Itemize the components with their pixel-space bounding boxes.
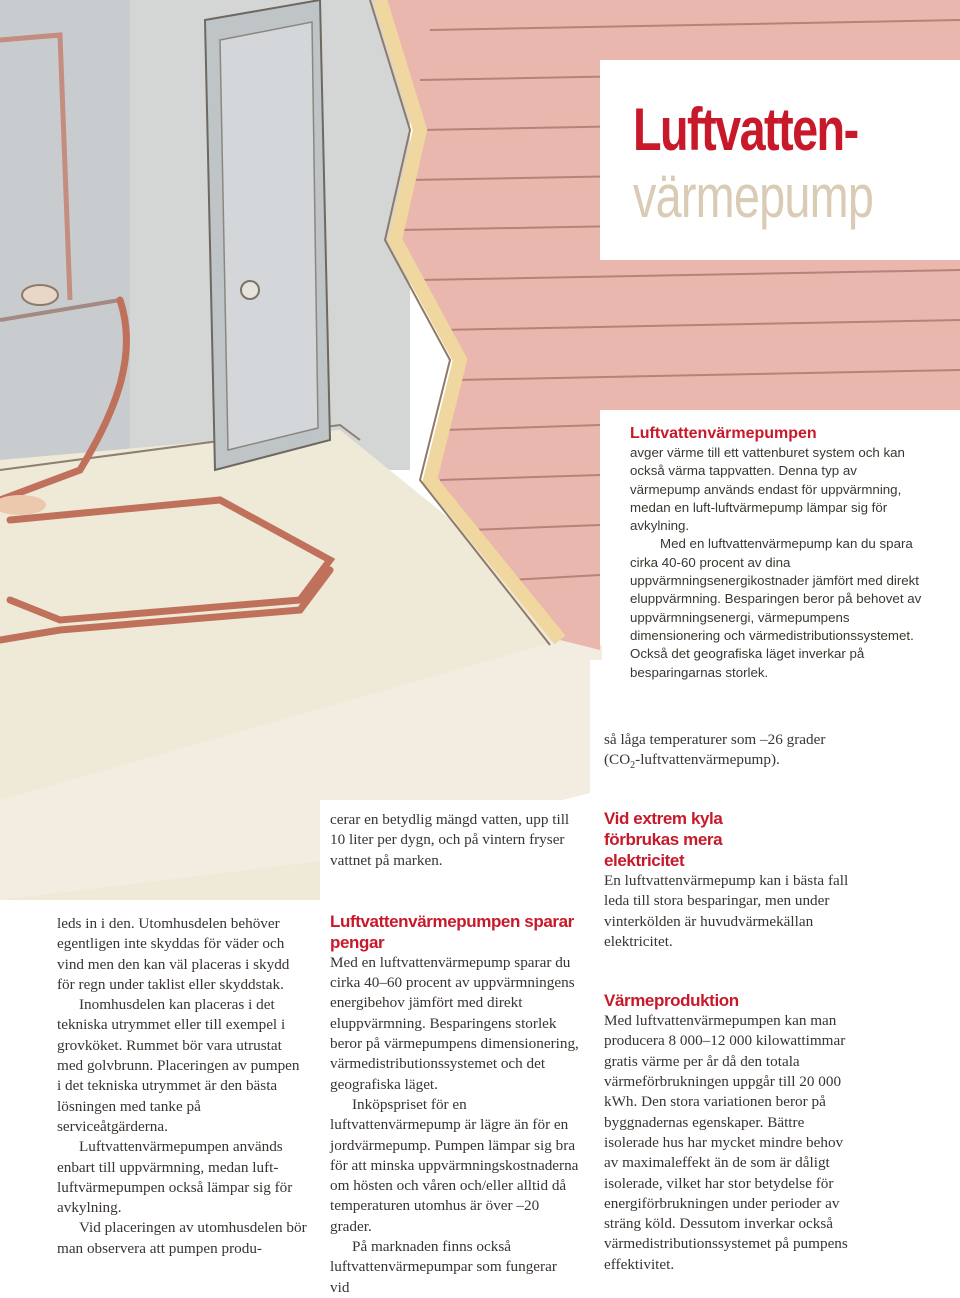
column-1-paragraph-3: Luftvattenvärmepumpen används enbart till uppvärmning, medan luft-luftvärmepumpen också lämpar sig för avkylning. — [57, 1138, 293, 1217]
door — [220, 22, 318, 450]
column-3-intro-line-2 — [604, 750, 894, 776]
pipe-connector — [22, 285, 58, 305]
column-2-paragraph-1: cerar en betydlig mängd vatten, upp till 10 liter per dygn, och på vintern fryser vattnet på marken. — [330, 811, 570, 869]
title-line-2: värmepump — [633, 163, 874, 230]
column-2-paragraph-4: På marknaden finns också luftvattenvärmepumpar som fungerar vid — [330, 1238, 557, 1296]
caption-paragraph-2: Med en luftvattenvärmepump kan du spara cirka 40-60 procent av dina uppvärmningsenergikostnader jämfört med direkt eluppvärmning. Besparingen beror på behovet av uppvärmningsenergi, värmepumpens dimensionering och värmedistributionssystemet. Också det geografiska läget inverkar på besparingarnas storlek. — [630, 536, 922, 680]
column-1 — [57, 914, 307, 1259]
column-1-paragraph-1: leds in i den. Utomhusdelen behöver egentligen inte skyddas för väder och vind men den kan väl placeras i skydd för regn under taklist eller skyddstak. — [57, 915, 290, 993]
page-title — [633, 98, 953, 228]
section-heading-extreme-cold: Vid extrem kyla förbrukas mera elektricitet — [604, 809, 723, 870]
column-2-paragraph-2: Med en luftvattenvärmepump sparar du cirka 40–60 procent av uppvärmningens energibehov jämfört med direkt eluppvärmning. Besparingens storlek beror på värmepumpens dimensionering, värmedistributionssystemet och det geografiska läget. — [330, 953, 579, 1093]
column-2 — [330, 810, 580, 1298]
co2-prefix: (CO — [604, 751, 631, 769]
column-3-intro — [604, 730, 894, 777]
column-3-intro-line-1: så låga temperaturer som –26 grader — [604, 731, 826, 748]
column-3-paragraph-2: Med luftvattenvärmepumpen kan man producera 8 000–12 000 kilowattimmar gratis värme per år då den totala värmeförbrukningen uppgår till 20 000 kWh. Den stora variationen beror på byggnadernas egenskaper. Bättre isolerade hus har mycket mindre behov av maximaleffekt än de som är dåligt isolerade, vilket har stor betydelse för energiförbrukningen under perioder av sträng köld. Dessutom inverkar också värmedistributionssystemet på pumpens effektivitet. — [604, 1012, 848, 1273]
column-3-paragraph-1: En luftvattenvärmepump kan i bästa fall leda till stora besparingar, men under vinterkölden är huvudvärmekällan elektricitet. — [604, 872, 849, 950]
section-heading-heat-production: Värmeproduktion — [604, 991, 739, 1011]
column-3 — [604, 808, 859, 1275]
column-2-paragraph-3: Inköpspriset för en luftvattenvärmepump är lägre än för en jordvärmepump. Pumpen lämpar sig bra för att minska uppvärmningskostnaderna om hösten och våren och/eller alltid då temperaturen utomhus är över –20 grader. — [330, 1095, 579, 1235]
caption-heading: Luftvattenvärmepumpen — [630, 425, 817, 442]
co2-subscript: 2 — [630, 760, 636, 772]
title-line-1: Luftvatten- — [633, 96, 858, 163]
column-1-paragraph-4: Vid placeringen av utomhusdelen bör man observera att pumpen produ- — [57, 1219, 307, 1257]
illustration-caption — [630, 424, 930, 682]
section-heading-savings: Luftvattenvärmepumpen sparar pengar — [330, 911, 574, 952]
caption-paragraph-1: avger värme till ett vattenburet system och kan också värma tappvatten. Denna typ av värmepump används endast för uppvärmning, medan en luft-luftvärmepump lämpar sig för avkylning. — [630, 445, 905, 534]
door-knob — [241, 281, 259, 299]
co2-suffix: -luftvattenvärmepump). — [635, 751, 780, 769]
column-1-paragraph-2: Inomhusdelen kan placeras i det tekniska utrymmet eller till exempel i grovköket. Rummet bör vara utrustat med golvbrunn. Placeringen av pumpen i det tekniska utrymmet är den bästa lösningen med tanke på serviceåtgärderna. — [57, 996, 300, 1135]
